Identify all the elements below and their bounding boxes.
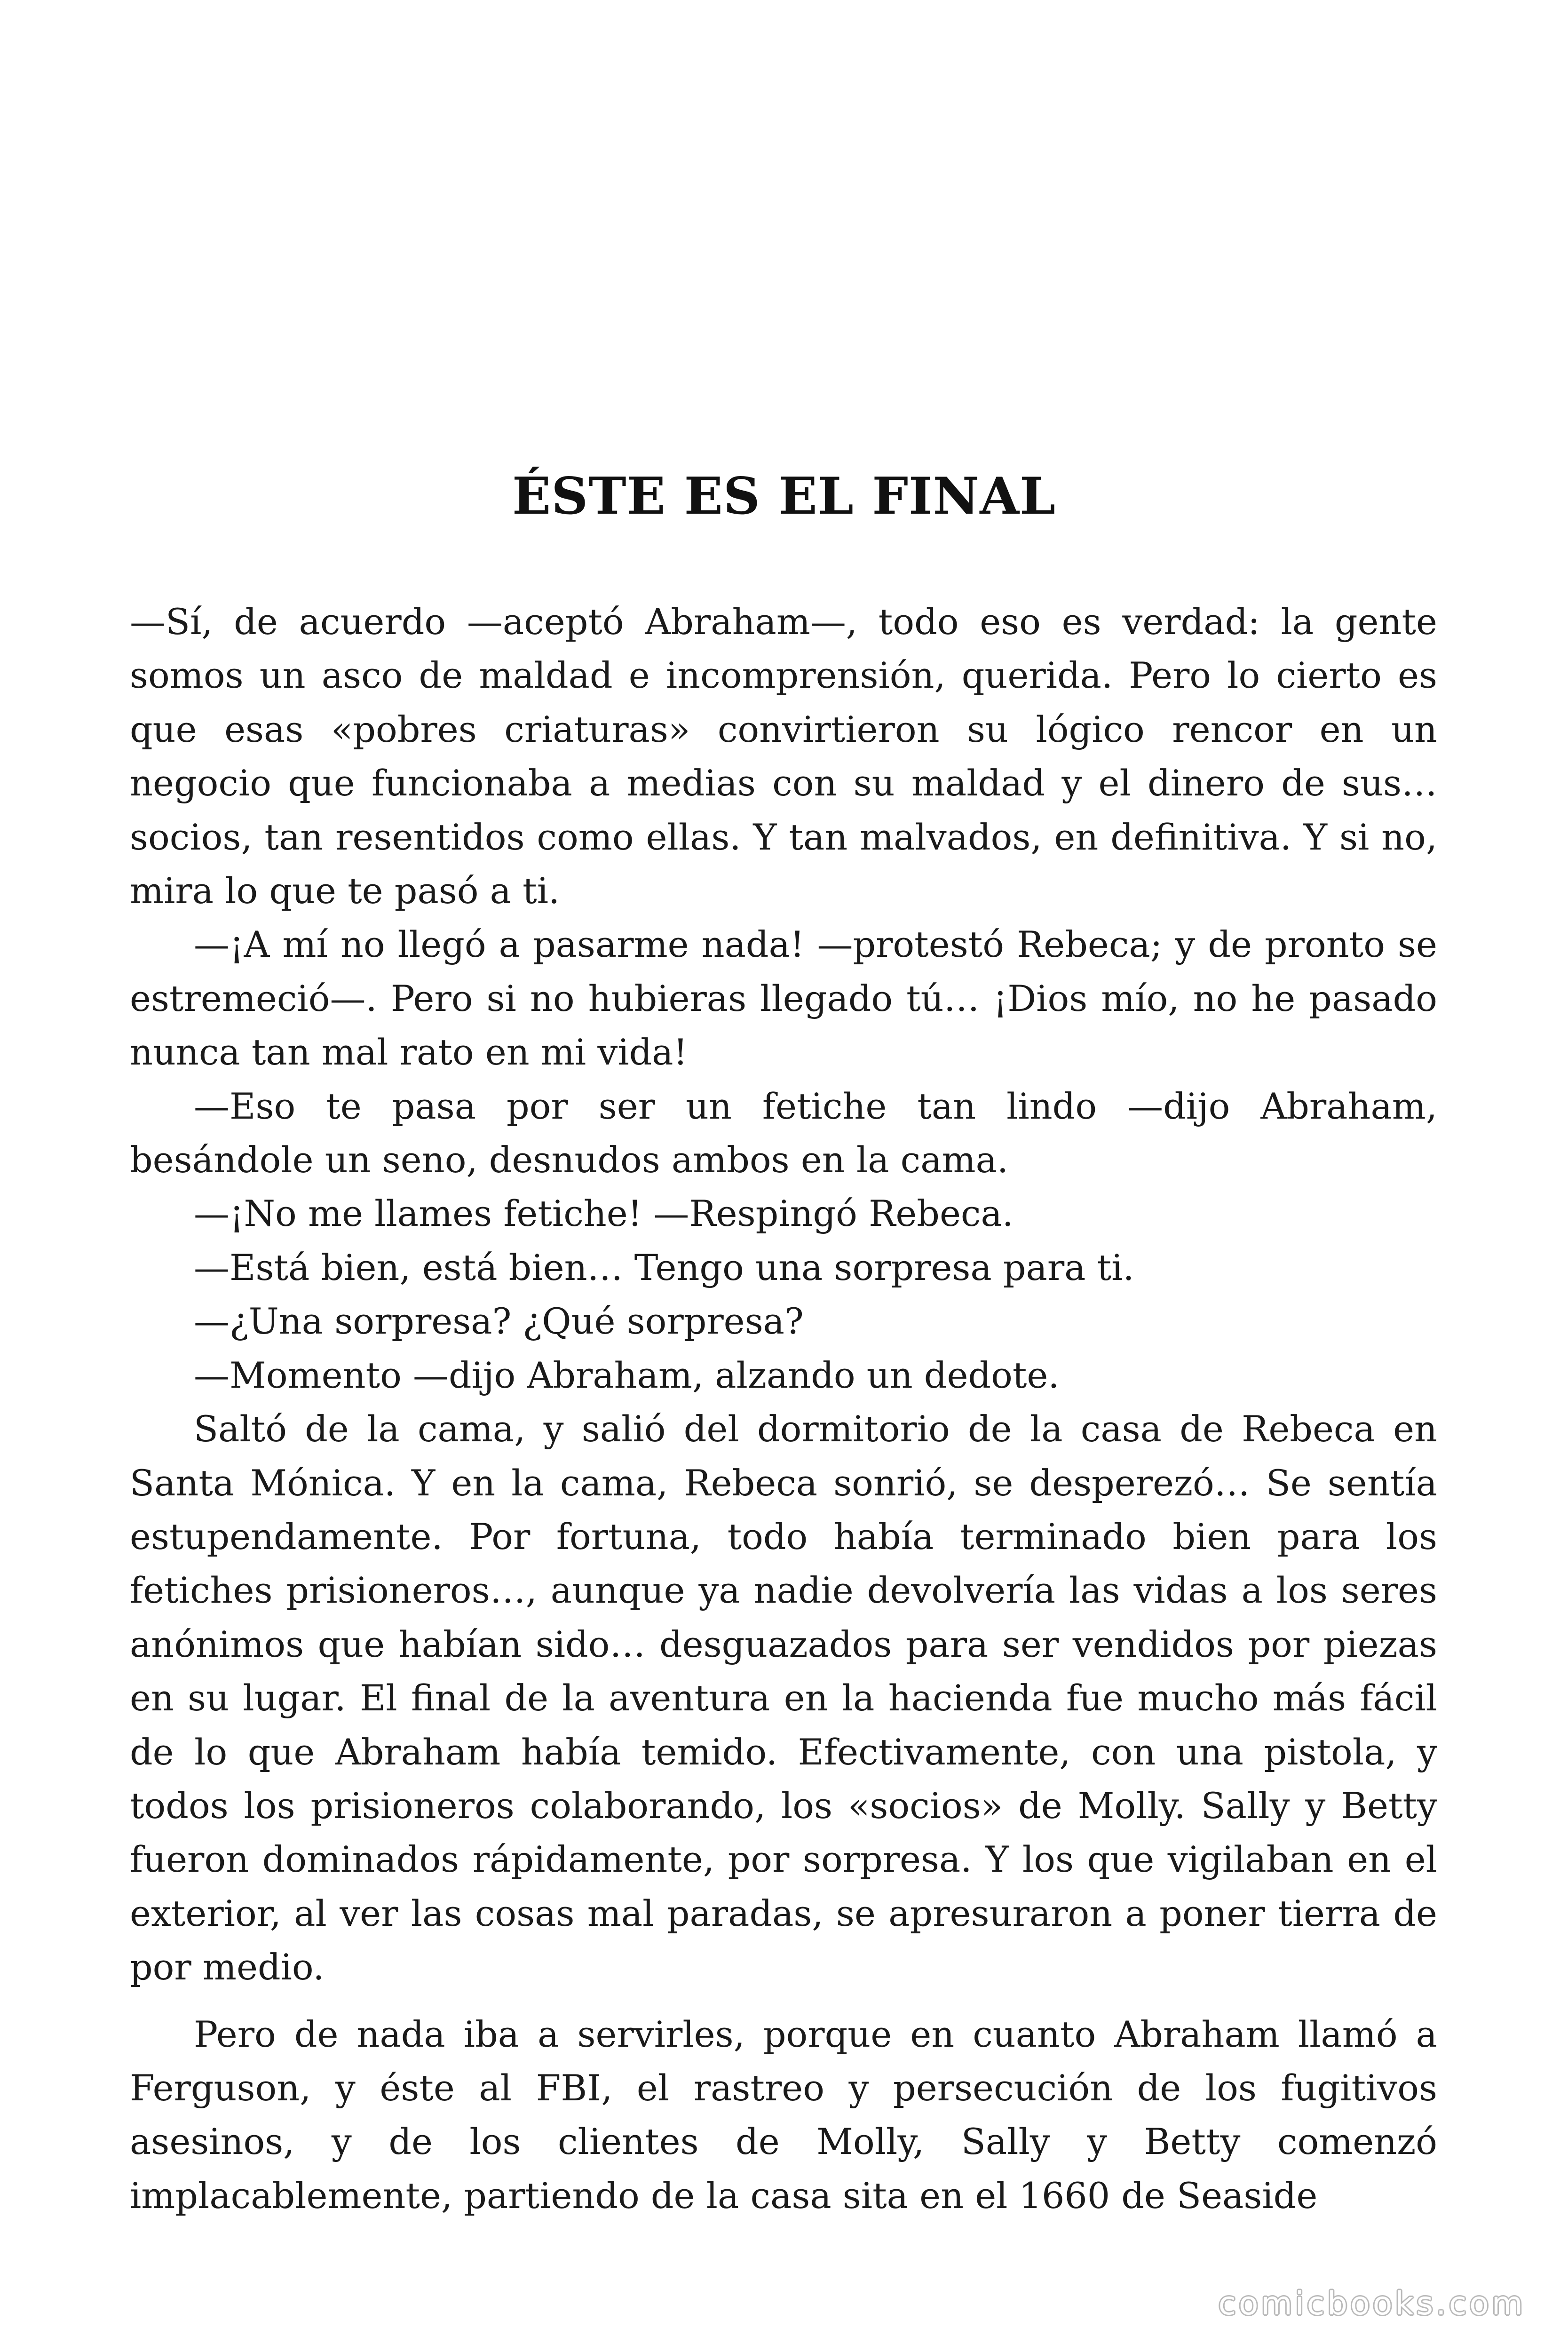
paragraph: —¡A mí no llegó a pasarme nada! —protestó Rebeca; y de pronto se estremeció—. Pero si no hubieras llegado tú… ¡Dios mío, no he pasado nunca tan mal rato en mi vida!: [130, 923, 1437, 1073]
paragraph: Saltó de la cama, y salió del dormitorio de la casa de Rebeca en Santa Mónica. Y en la cama, Rebeca sonrió, se desperezó… Se sentía estupendamente. Por fortuna, todo había terminado bien para los fetiches prisioneros…, aunque ya nadie devolvería las vidas a los seres anónimos que habían sido… desguazados para ser vendidos por piezas en su lugar. El final de la aventura en la hacienda fue mucho más fácil de lo que Abraham había temido. Efectivamente, con una pistola, y todos los prisioneros colaborando, los «socios» de Molly. Sally y Betty fueron dominados rápidamente, por sorpresa. Y los que vigilaban en el exterior, al ver las cosas mal paradas, se apresuraron a poner tierra de por medio.: [130, 1408, 1437, 1988]
chapter-body: [130, 595, 1437, 2223]
watermark: comicbooks.com: [1218, 2285, 1526, 2322]
paragraph: —Eso te pasa por ser un fetiche tan lindo —dijo Abraham, besándole un seno, desnudos ambos en la cama.: [130, 1085, 1437, 1181]
paragraph: —Está bien, está bien… Tengo una sorpresa para ti.: [194, 1246, 1134, 1288]
paragraph: Pero de nada iba a servirles, porque en cuanto Abraham llamó a Ferguson, y éste al FBI, el rastreo y persecución de los fugitivos asesinos, y de los clientes de Molly, Sally y Betty comenzó implacablemente, partiendo de la casa sita en el 1660 de Seaside: [130, 2013, 1437, 2217]
paragraph: —Momento —dijo Abraham, alzando un dedote.: [194, 1354, 1060, 1396]
paragraph: —¡No me llames fetiche! —Respingó Rebeca.: [194, 1192, 1014, 1235]
paragraph: —¿Una sorpresa? ¿Qué sorpresa?: [194, 1300, 804, 1343]
paragraph: —Sí, de acuerdo —aceptó Abraham—, todo eso es verdad: la gente somos un asco de maldad e incomprensión, querida. Pero lo cierto es que esas «pobres criaturas» convirtieron su lógico rencor en un negocio que funcionaba a medias con su maldad y el dinero de sus… socios, tan resentidos como ellas. Y tan malvados, en definitiva. Y si no, mira lo que te pasó a ti.: [130, 601, 1437, 912]
chapter-title: ÉSTE ES EL FINAL: [512, 467, 1056, 526]
